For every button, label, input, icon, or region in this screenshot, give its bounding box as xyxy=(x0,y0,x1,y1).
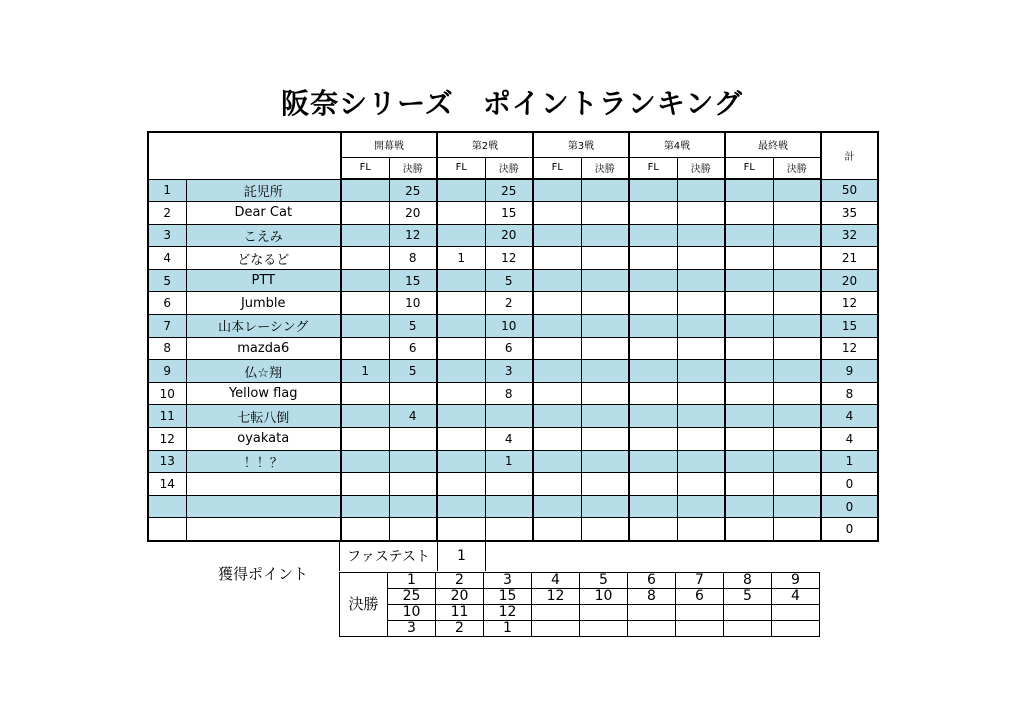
total-cell: 4 xyxy=(821,405,878,428)
team-name: こえみ xyxy=(186,224,341,247)
fl-cell xyxy=(341,292,389,315)
team-name: 託児所 xyxy=(186,179,341,202)
points-cell: 2 xyxy=(436,621,484,637)
fl-cell: 1 xyxy=(341,360,389,383)
final-cell: 5 xyxy=(389,360,437,383)
fl-cell xyxy=(725,450,773,473)
final-cell xyxy=(581,518,629,541)
total-cell: 0 xyxy=(821,495,878,518)
fastest-value: 1 xyxy=(438,540,486,571)
points-cell xyxy=(724,621,772,637)
table-row xyxy=(148,179,878,202)
team-name xyxy=(186,473,341,496)
fl-cell xyxy=(341,428,389,451)
rank-cell: 1 xyxy=(148,179,186,202)
fl-cell xyxy=(437,405,485,428)
fl-cell xyxy=(629,315,677,338)
final-cell xyxy=(581,382,629,405)
fl-cell xyxy=(725,382,773,405)
final-cell: 15 xyxy=(485,202,533,225)
fl-cell xyxy=(437,428,485,451)
final-cell xyxy=(677,202,725,225)
final-cell: 12 xyxy=(389,224,437,247)
total-cell: 1 xyxy=(821,450,878,473)
fl-cell xyxy=(437,495,485,518)
table-row xyxy=(148,247,878,270)
points-cell: 5 xyxy=(724,589,772,605)
final-cell xyxy=(773,224,821,247)
final-cell: 20 xyxy=(485,224,533,247)
fl-cell xyxy=(629,518,677,541)
final-cell xyxy=(581,315,629,338)
table-row xyxy=(148,202,878,225)
fastest-label: ファステスト xyxy=(340,540,438,571)
final-cell xyxy=(773,247,821,270)
rank-cell: 12 xyxy=(148,428,186,451)
points-cell: 20 xyxy=(436,589,484,605)
points-cell: 25 xyxy=(388,589,436,605)
table-row xyxy=(148,315,878,338)
table-row xyxy=(148,224,878,247)
points-cell xyxy=(772,605,820,621)
points-cell: 4 xyxy=(772,589,820,605)
page-title: 阪奈シリーズ ポイントランキング xyxy=(281,87,743,120)
final-cell xyxy=(677,473,725,496)
fl-cell xyxy=(437,292,485,315)
fl-cell xyxy=(725,247,773,270)
rank-cell: 10 xyxy=(148,382,186,405)
final-cell xyxy=(677,337,725,360)
rank-cell: 5 xyxy=(148,269,186,292)
final-cell: 4 xyxy=(485,428,533,451)
team-name: Yellow flag xyxy=(186,382,341,405)
fl-cell xyxy=(341,269,389,292)
final-cell xyxy=(773,269,821,292)
final-cell: 10 xyxy=(485,315,533,338)
final-cell xyxy=(773,337,821,360)
final-cell xyxy=(773,382,821,405)
fl-cell xyxy=(629,405,677,428)
round-header: 開幕戦 xyxy=(341,132,437,157)
ranking-table xyxy=(147,131,879,542)
total-cell: 50 xyxy=(821,179,878,202)
points-cell: 8 xyxy=(628,589,676,605)
final-cell: 6 xyxy=(485,337,533,360)
final-cell xyxy=(581,405,629,428)
points-cell xyxy=(532,605,580,621)
fl-cell xyxy=(725,315,773,338)
rank-cell: 6 xyxy=(148,292,186,315)
points-cell: 11 xyxy=(436,605,484,621)
final-cell xyxy=(485,473,533,496)
total-cell: 4 xyxy=(821,428,878,451)
table-row xyxy=(148,473,878,496)
position-cell: 7 xyxy=(676,573,724,589)
final-cell xyxy=(389,495,437,518)
total-cell: 21 xyxy=(821,247,878,270)
total-cell: 20 xyxy=(821,269,878,292)
final-cell: 15 xyxy=(389,269,437,292)
points-cell: 10 xyxy=(580,589,628,605)
fl-cell xyxy=(437,382,485,405)
final-cell xyxy=(677,450,725,473)
points-cell xyxy=(628,605,676,621)
rank-cell: 11 xyxy=(148,405,186,428)
final-cell: 25 xyxy=(485,179,533,202)
final-header: 決勝 xyxy=(389,157,437,179)
final-cell xyxy=(677,315,725,338)
table-row xyxy=(148,337,878,360)
position-cell: 4 xyxy=(532,573,580,589)
fl-cell xyxy=(725,179,773,202)
total-cell: 0 xyxy=(821,473,878,496)
fl-cell xyxy=(533,337,581,360)
fl-cell xyxy=(437,269,485,292)
table-row xyxy=(148,495,878,518)
fl-cell xyxy=(533,428,581,451)
fl-header: FL xyxy=(341,157,389,179)
points-label: 獲得ポイント xyxy=(218,565,309,583)
fl-cell xyxy=(629,179,677,202)
points-cell: 1 xyxy=(484,621,532,637)
rank-cell: 7 xyxy=(148,315,186,338)
fl-cell xyxy=(629,292,677,315)
points-cell xyxy=(772,621,820,637)
final-cell xyxy=(485,518,533,541)
fl-cell xyxy=(629,382,677,405)
fl-cell xyxy=(341,224,389,247)
fl-cell xyxy=(629,337,677,360)
total-cell: 9 xyxy=(821,360,878,383)
final-cell: 25 xyxy=(389,179,437,202)
points-cell xyxy=(724,605,772,621)
position-cell: 6 xyxy=(628,573,676,589)
position-cell: 8 xyxy=(724,573,772,589)
table-row xyxy=(148,382,878,405)
fl-cell xyxy=(533,518,581,541)
final-cell xyxy=(581,428,629,451)
final-label: 決勝 xyxy=(340,573,388,637)
fl-cell xyxy=(533,495,581,518)
final-cell: 20 xyxy=(389,202,437,225)
final-cell xyxy=(773,315,821,338)
points-cell: 12 xyxy=(532,589,580,605)
final-cell xyxy=(677,382,725,405)
fl-cell xyxy=(341,382,389,405)
fl-cell xyxy=(725,224,773,247)
team-name: 仏☆翔 xyxy=(186,360,341,383)
final-cell xyxy=(677,269,725,292)
rank-cell xyxy=(148,518,186,541)
team-name: mazda6 xyxy=(186,337,341,360)
fl-cell xyxy=(437,315,485,338)
team-name xyxy=(186,495,341,518)
fl-cell xyxy=(437,337,485,360)
final-cell xyxy=(581,473,629,496)
points-cell xyxy=(532,621,580,637)
fl-cell xyxy=(533,247,581,270)
total-cell: 32 xyxy=(821,224,878,247)
team-name: 山本レーシング xyxy=(186,315,341,338)
final-cell xyxy=(581,360,629,383)
final-points-table xyxy=(339,572,820,637)
final-cell: 10 xyxy=(389,292,437,315)
fl-cell xyxy=(341,495,389,518)
final-cell: 12 xyxy=(485,247,533,270)
team-name: oyakata xyxy=(186,428,341,451)
fl-cell xyxy=(725,518,773,541)
points-cell: 15 xyxy=(484,589,532,605)
round-header: 第4戦 xyxy=(629,132,725,157)
final-cell xyxy=(581,450,629,473)
final-cell: 6 xyxy=(389,337,437,360)
team-name: ！！？ xyxy=(186,450,341,473)
final-cell xyxy=(773,360,821,383)
round-header: 第3戦 xyxy=(533,132,629,157)
rank-cell: 2 xyxy=(148,202,186,225)
fl-header: FL xyxy=(437,157,485,179)
fl-cell xyxy=(533,224,581,247)
fl-cell xyxy=(725,428,773,451)
final-cell xyxy=(677,428,725,451)
final-cell xyxy=(773,450,821,473)
final-cell xyxy=(677,247,725,270)
final-cell xyxy=(485,495,533,518)
rank-cell xyxy=(148,495,186,518)
final-cell xyxy=(773,179,821,202)
fl-header: FL xyxy=(629,157,677,179)
final-cell xyxy=(677,224,725,247)
position-cell: 3 xyxy=(484,573,532,589)
fl-cell xyxy=(533,473,581,496)
fl-cell xyxy=(341,450,389,473)
table-row xyxy=(148,450,878,473)
fl-header: FL xyxy=(533,157,581,179)
fl-cell xyxy=(533,405,581,428)
rank-cell: 8 xyxy=(148,337,186,360)
fl-cell xyxy=(437,202,485,225)
final-cell: 8 xyxy=(485,382,533,405)
fl-cell xyxy=(629,360,677,383)
fl-cell xyxy=(533,315,581,338)
fl-cell xyxy=(533,450,581,473)
fl-cell xyxy=(629,269,677,292)
fl-cell xyxy=(533,202,581,225)
final-cell xyxy=(677,292,725,315)
fl-cell xyxy=(533,269,581,292)
rank-cell: 9 xyxy=(148,360,186,383)
fl-cell xyxy=(437,179,485,202)
fl-cell xyxy=(725,405,773,428)
total-header: 計 xyxy=(821,132,878,179)
rank-cell: 4 xyxy=(148,247,186,270)
final-header: 決勝 xyxy=(581,157,629,179)
fl-cell xyxy=(341,179,389,202)
fl-cell xyxy=(341,247,389,270)
fl-cell xyxy=(341,473,389,496)
final-cell xyxy=(389,428,437,451)
team-name: PTT xyxy=(186,269,341,292)
fl-cell xyxy=(629,202,677,225)
points-cell xyxy=(580,605,628,621)
fl-cell xyxy=(629,473,677,496)
final-header: 決勝 xyxy=(485,157,533,179)
fl-cell xyxy=(341,337,389,360)
final-cell xyxy=(773,518,821,541)
total-cell: 12 xyxy=(821,337,878,360)
team-name: Dear Cat xyxy=(186,202,341,225)
position-cell: 2 xyxy=(436,573,484,589)
total-cell: 35 xyxy=(821,202,878,225)
points-cell xyxy=(580,621,628,637)
fl-cell xyxy=(341,315,389,338)
fl-cell xyxy=(629,495,677,518)
final-cell: 1 xyxy=(485,450,533,473)
total-cell: 15 xyxy=(821,315,878,338)
final-cell xyxy=(581,202,629,225)
points-cell: 12 xyxy=(484,605,532,621)
fl-cell xyxy=(437,518,485,541)
final-cell xyxy=(773,495,821,518)
round-header: 最終戦 xyxy=(725,132,821,157)
points-cell: 6 xyxy=(676,589,724,605)
team-name: どなるど xyxy=(186,247,341,270)
final-cell xyxy=(581,292,629,315)
final-cell: 5 xyxy=(485,269,533,292)
final-header: 決勝 xyxy=(773,157,821,179)
table-row xyxy=(148,518,878,541)
final-cell xyxy=(773,405,821,428)
final-cell xyxy=(581,224,629,247)
team-name: Jumble xyxy=(186,292,341,315)
points-row xyxy=(340,589,820,605)
fl-cell xyxy=(437,473,485,496)
fl-cell xyxy=(341,405,389,428)
final-cell: 3 xyxy=(485,360,533,383)
final-cell xyxy=(485,405,533,428)
final-cell xyxy=(581,337,629,360)
final-cell xyxy=(389,518,437,541)
fl-cell xyxy=(437,360,485,383)
fl-cell xyxy=(533,382,581,405)
fl-cell xyxy=(629,450,677,473)
points-cell: 3 xyxy=(388,621,436,637)
fastest-table xyxy=(339,540,486,571)
fl-cell xyxy=(533,360,581,383)
fl-cell: 1 xyxy=(437,247,485,270)
fl-cell xyxy=(725,473,773,496)
final-cell xyxy=(773,473,821,496)
rank-cell: 13 xyxy=(148,450,186,473)
fl-cell xyxy=(725,292,773,315)
table-row xyxy=(148,269,878,292)
final-cell: 5 xyxy=(389,315,437,338)
fl-cell xyxy=(533,179,581,202)
header-blank xyxy=(148,132,341,179)
fl-cell xyxy=(341,202,389,225)
points-cell xyxy=(628,621,676,637)
fl-cell xyxy=(725,337,773,360)
final-cell xyxy=(677,360,725,383)
points-row xyxy=(340,621,820,637)
total-cell: 0 xyxy=(821,518,878,541)
table-row xyxy=(148,360,878,383)
final-cell xyxy=(677,518,725,541)
final-cell: 4 xyxy=(389,405,437,428)
total-cell: 8 xyxy=(821,382,878,405)
final-cell xyxy=(581,247,629,270)
position-cell: 5 xyxy=(580,573,628,589)
fl-cell xyxy=(341,518,389,541)
fl-cell xyxy=(533,292,581,315)
team-name: 七転八倒 xyxy=(186,405,341,428)
fl-cell xyxy=(437,224,485,247)
final-cell xyxy=(581,179,629,202)
table-row xyxy=(148,405,878,428)
rank-cell: 3 xyxy=(148,224,186,247)
position-row xyxy=(340,573,820,589)
fl-header: FL xyxy=(725,157,773,179)
table-row xyxy=(148,292,878,315)
final-cell xyxy=(773,202,821,225)
rank-cell: 14 xyxy=(148,473,186,496)
fl-cell xyxy=(629,224,677,247)
final-cell xyxy=(389,473,437,496)
fl-cell xyxy=(629,247,677,270)
final-cell: 8 xyxy=(389,247,437,270)
position-cell: 9 xyxy=(772,573,820,589)
fl-cell xyxy=(437,450,485,473)
final-cell xyxy=(773,292,821,315)
final-cell xyxy=(677,179,725,202)
position-cell: 1 xyxy=(388,573,436,589)
total-cell: 12 xyxy=(821,292,878,315)
team-name xyxy=(186,518,341,541)
final-cell xyxy=(677,405,725,428)
final-cell xyxy=(389,382,437,405)
points-cell: 10 xyxy=(388,605,436,621)
fl-cell xyxy=(725,495,773,518)
round-header: 第2戦 xyxy=(437,132,533,157)
fl-cell xyxy=(725,360,773,383)
final-cell: 2 xyxy=(485,292,533,315)
points-cell xyxy=(676,621,724,637)
fl-cell xyxy=(725,269,773,292)
final-cell xyxy=(389,450,437,473)
final-cell xyxy=(581,495,629,518)
table-row xyxy=(148,428,878,451)
fl-cell xyxy=(725,202,773,225)
final-cell xyxy=(677,495,725,518)
points-cell xyxy=(676,605,724,621)
final-header: 決勝 xyxy=(677,157,725,179)
fl-cell xyxy=(629,428,677,451)
final-cell xyxy=(773,428,821,451)
points-row xyxy=(340,605,820,621)
final-cell xyxy=(581,269,629,292)
